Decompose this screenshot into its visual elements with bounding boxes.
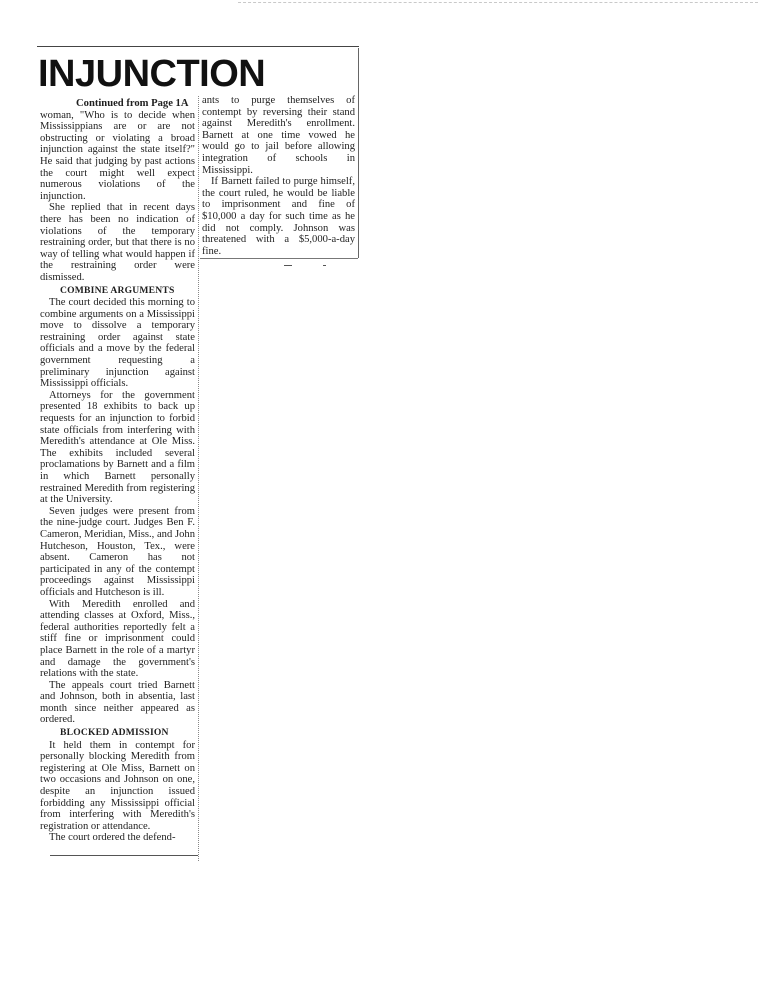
subheading-combine-arguments: COMBINE ARGUMENTS (60, 284, 175, 296)
dash-mark (284, 265, 292, 266)
paragraph: The court decided this morning to combine arguments on a Mississippi move to dissolve a temporary restraining order against state officials and a move by the federal government requesting a preliminary injunction against Mississippi officials. (40, 297, 195, 390)
dash-mark (323, 265, 326, 266)
column-2-bottom-rule (200, 258, 358, 259)
paragraph: If Barnett failed to purge himself, the court ruled, he would be liable to imprisonment and fine of $10,000 a day for such time as he did not comply. Johnson was threatened with a $5,000-a-day fine. (202, 176, 355, 257)
article-headline: INJUNCTION (38, 53, 266, 95)
paragraph: Seven judges were present from the nine-judge court. Judges Ben F. Cameron, Meridian, Miss., and John Hutcheson, Houston, Tex., were absent. Cameron has not participated in any of the contempt proceedings against Mississippi officials and Hutcheson is ill. (40, 505, 195, 598)
right-border (358, 48, 359, 258)
paragraph: ants to purge themselves of contempt by reversing their stand against Meredith's enrollment. Barnett at one time vowed he would go to jail before allowing integration of schools in Mississippi. (202, 95, 355, 176)
paragraph: She replied that in recent days there has been no indication of violations of the temporary restraining order, but that there is no way of telling what would happen if the restraining order were dismissed. (40, 202, 195, 283)
article-column-1 (40, 98, 195, 844)
continued-line (40, 98, 195, 110)
subheading-blocked-admission: BLOCKED ADMISSION (60, 727, 169, 739)
paragraph: It held them in contempt for personally blocking Meredith from registering at Ole Miss, Barnett on two occasions and Johnson on one, despite an injunction issued forbidding any Mississippi official from interfering with Meredith's registration or attendance. (40, 739, 195, 832)
headline-top-rule (37, 46, 359, 47)
article-column-2 (202, 95, 355, 257)
paragraph: The court ordered the defend- (49, 832, 176, 844)
continued-from-label: Continued from Page 1A (76, 98, 189, 109)
column-separator (198, 96, 199, 861)
paragraph: The appeals court tried Barnett and Johnson, both in absentia, last month since neither appeared as ordered. (40, 679, 195, 726)
column-1-bottom-rule (50, 855, 198, 856)
paragraph: Attorneys for the government presented 18 exhibits to back up requests for an injunction to forbid state officials from interfering with Meredith's attendance at Ole Miss. The exhibits included several proclamations by Barnett and a film in which Barnett personally restrained Meredith from registering at the University. (40, 389, 195, 506)
top-dotted-border (238, 2, 758, 3)
paragraph: woman, "Who is to decide when Mississippians are or are not obstructing or violating a broad injunction against the state itself?" He said that judging by past actions the court might well expect numerous violations of the injunction. (40, 109, 195, 202)
paragraph: With Meredith enrolled and attending classes at Oxford, Miss., federal authorities reportedly felt a stiff fine or imprisonment could place Barnett in the role of a martyr and damage the government's relations with the state. (40, 598, 195, 680)
